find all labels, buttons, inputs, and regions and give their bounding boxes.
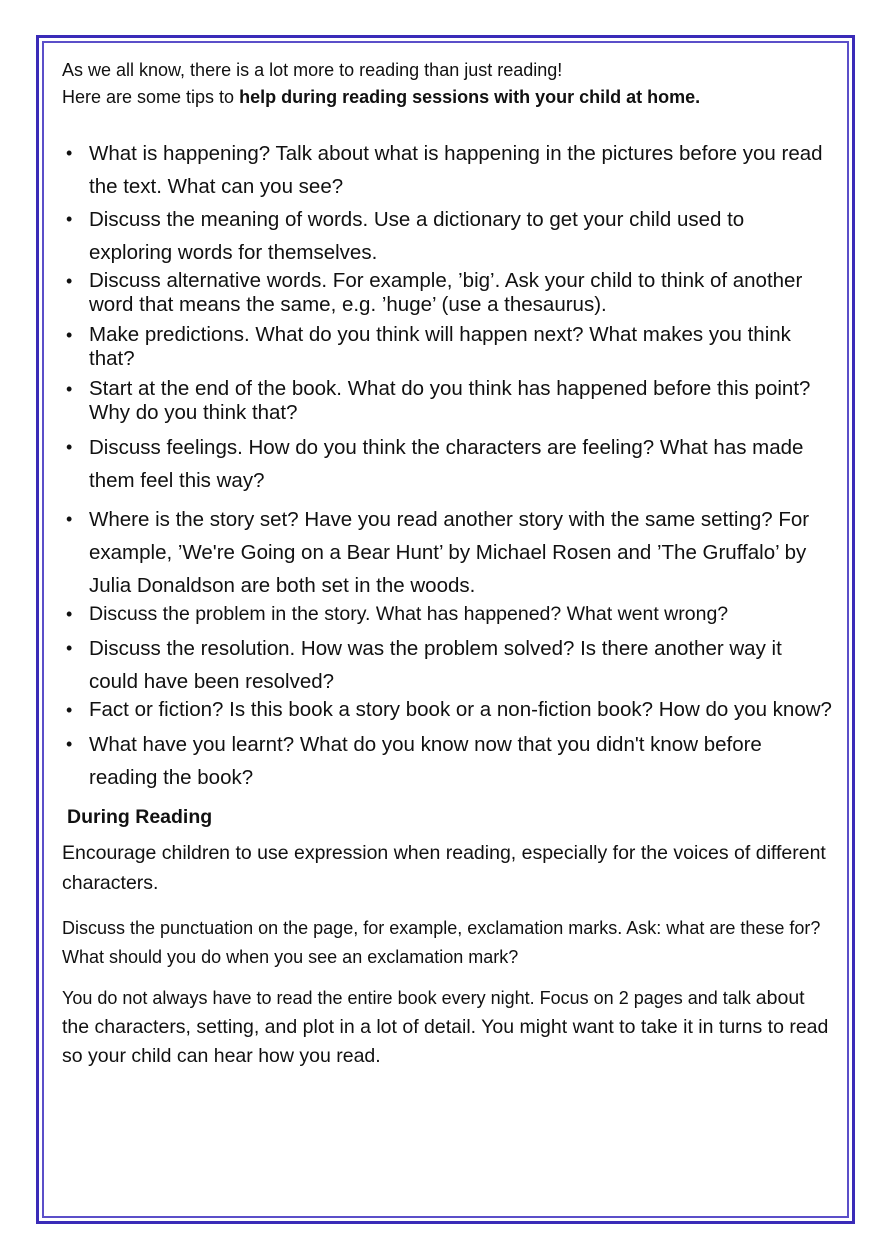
- paragraph-expression: Encourage children to use expression when reading, especially for the voices of different characters.: [62, 842, 826, 894]
- tip-text: Discuss the meaning of words. Use a dictionary to get your child used to exploring words for themselves.: [89, 208, 745, 264]
- bullet-icon: •: [66, 325, 73, 345]
- list-item: [62, 632, 832, 698]
- bullet-icon: •: [66, 209, 73, 229]
- list-item: [62, 377, 832, 425]
- tip-text: Start at the end of the book. What do you think has happened before this point? Why do you think that?: [89, 377, 811, 424]
- intro-line-2-prefix: Here are some tips to: [62, 87, 240, 107]
- section-heading: During Reading: [67, 806, 213, 828]
- paragraph-reading-tip: [62, 984, 832, 1071]
- list-item: [62, 137, 832, 203]
- tip-text: Discuss feelings. How do you think the characters are feeling? What has made them feel this way?: [89, 436, 804, 492]
- paragraph-punctuation: Discuss the punctuation on the page, for example, exclamation marks. Ask: what are these for? What should you do when you see an exclamation mark?: [62, 918, 821, 967]
- intro-text: [62, 57, 832, 111]
- bullet-icon: •: [66, 379, 73, 399]
- list-item: [62, 431, 832, 497]
- list-item: [62, 323, 832, 371]
- reading-tip-start: You do not always have to read the entire book every night. Focus on 2 pages and talk: [62, 988, 756, 1008]
- bullet-icon: •: [66, 271, 73, 291]
- bullet-icon: •: [66, 509, 73, 529]
- document-content: [62, 57, 832, 1071]
- bullet-icon: •: [66, 604, 73, 624]
- bullet-icon: •: [66, 143, 73, 163]
- tip-text: Discuss the resolution. How was the problem solved? Is there another way it could have been resolved?: [89, 637, 782, 693]
- list-item: [62, 203, 832, 269]
- intro-line-2-emphasis: help during reading sessions with your child at home.: [239, 87, 701, 107]
- tip-text: What have you learnt? What do you know now that you didn't know before reading the book?: [89, 733, 762, 789]
- reading-tip-end: about the characters, setting, and plot in a lot of detail. You might want to take it in turns to read so your child can hear how you read.: [62, 987, 829, 1067]
- list-item: [62, 698, 832, 722]
- tip-text: Fact or fiction? Is this book a story book or a non-fiction book? How do you know?: [89, 698, 832, 721]
- tip-text: Discuss alternative words. For example, ’big’. Ask your child to think of another word that means the same, e.g. ’huge’ (use a thesaurus).: [89, 269, 803, 316]
- tip-text: What is happening? Talk about what is happening in the pictures before you read the text. What can you see?: [89, 142, 823, 198]
- bullet-icon: •: [66, 437, 73, 457]
- tips-list: [62, 137, 832, 794]
- bullet-icon: •: [66, 638, 73, 658]
- intro-line-1: As we all know, there is a lot more to reading than just reading!: [62, 60, 563, 80]
- bullet-icon: •: [66, 734, 73, 754]
- tip-text: Make predictions. What do you think will happen next? What makes you think that?: [89, 323, 791, 370]
- list-item: [62, 503, 832, 602]
- list-item: [62, 728, 832, 794]
- tip-text: Discuss the problem in the story. What has happened? What went wrong?: [89, 603, 729, 625]
- tip-text: Where is the story set? Have you read another story with the same setting? For example, ’We're Going on a Bear Hunt’ by Michael Rosen and ’The Gruffalo’ by Julia Donaldson are both set in the woods.: [89, 508, 810, 597]
- list-item: [62, 602, 832, 626]
- list-item: [62, 269, 832, 317]
- bullet-icon: •: [66, 700, 73, 720]
